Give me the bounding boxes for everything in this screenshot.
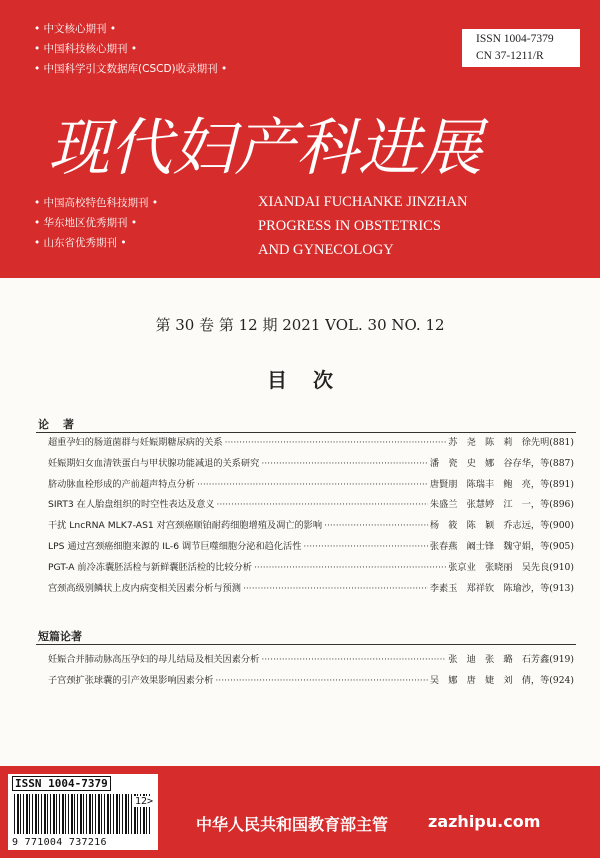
article-authors: 苏 尧 陈 莉 徐先明(881)	[448, 437, 574, 448]
toc-heading: 目次	[267, 368, 359, 392]
leader-dots	[254, 558, 446, 579]
toc-entry[interactable]	[48, 516, 574, 537]
barcode-bars	[14, 794, 152, 834]
article-authors: 张京业 张晓丽 吴先良(910)	[448, 561, 574, 573]
article-title: 脐动脉血栓形成的产前超声特点分析	[48, 478, 195, 490]
toc-list-short-articles	[48, 650, 574, 692]
article-title: 干扰 LncRNA MLK7-AS1 对宫颈癌顺铂耐药细胞增殖及凋亡的影响	[48, 520, 323, 532]
article-title: 妊娠期妇女血清铁蛋白与甲状腺功能减退的关系研究	[48, 457, 260, 469]
toc-entry[interactable]	[48, 475, 574, 496]
section-heading-short-articles: 短篇论著	[38, 630, 82, 643]
article-authors: 潘 瓷 史 娜 谷存华，等(887)	[429, 457, 574, 469]
toc-entry[interactable]	[48, 454, 574, 475]
cn-number: CN 37-1211/R	[476, 50, 544, 62]
article-authors: 唐賢朋 陈瑞丰 鲍 亮，等(891)	[429, 478, 574, 490]
leader-dots	[261, 650, 446, 671]
leader-dots	[225, 433, 447, 454]
watermark-text: zazhipu.com	[428, 812, 541, 831]
contents-panel	[0, 278, 600, 766]
article-title: 宫颈高级别鳞状上皮内病变相关因素分析与预测	[48, 582, 241, 594]
article-title: PGT-A 前冷冻囊胚活检与新鲜囊胚活检的比较分析	[48, 561, 252, 573]
leader-dots	[197, 475, 428, 496]
article-title: SIRT3 在人胎盘组织的时空性表达及意义	[48, 499, 215, 511]
badge-list-middle	[34, 193, 158, 253]
barcode-addon: 12>	[134, 796, 153, 807]
toc-entry[interactable]	[48, 579, 574, 600]
section-heading-articles: 论著	[38, 418, 88, 431]
article-authors: 吴 娜 唐 婕 刘 倩，等(924)	[429, 674, 574, 686]
toc-entry[interactable]	[48, 671, 574, 692]
article-title: 超重孕妇的肠道菌群与妊娠期糖尿病的关系	[48, 437, 223, 448]
issn-number: ISSN 1004-7379	[476, 33, 554, 45]
article-authors: 朱盛兰 张慧婷 江 一，等(896)	[429, 499, 574, 511]
leader-dots	[303, 537, 427, 558]
journal-title-chinese: 现代妇产科进展	[48, 111, 483, 184]
journal-title-english: XIANDAI FUCHANKE JINZHAN PROGRESS IN OBSTETRICS AND GYNECOLOGY	[258, 194, 468, 258]
leader-dots	[261, 454, 428, 475]
leader-dots	[243, 579, 428, 600]
toc-entry[interactable]	[48, 558, 574, 579]
issue-line: 第 30 卷 第 12 期 2021 VOL. 30 NO. 12	[155, 316, 445, 334]
article-title: 子宫颈扩张球囊的引产效果影响因素分析	[48, 674, 214, 686]
sponsor-text: 中华人民共和国教育部主管	[196, 815, 389, 834]
toc-entry[interactable]	[48, 495, 574, 516]
leader-dots	[216, 495, 427, 516]
badge-item: • 中国科技核心期刊 •	[34, 39, 227, 59]
badge-list-top	[34, 19, 227, 79]
toc-entry[interactable]	[48, 433, 574, 454]
barcode	[8, 774, 158, 850]
badge-item: • 华东地区优秀期刊 •	[34, 213, 158, 233]
toc-entry[interactable]	[48, 650, 574, 671]
article-authors: 张春燕 阚士锋 魏守娟，等(905)	[429, 540, 574, 552]
cover-header	[0, 0, 600, 278]
section-divider	[36, 644, 576, 645]
article-title: LPS 通过宫颈癌细胞来源的 IL-6 调节巨噬细胞分泌和趋化活性	[48, 540, 302, 552]
barcode-issn: ISSN 1004-7379	[12, 776, 111, 791]
issn-box	[462, 29, 580, 67]
article-authors: 李素玉 郑祥钦 陈瑜沙，等(913)	[429, 582, 574, 594]
article-title: 妊娠合并肺动脉高压孕妇的母儿结局及相关因素分析	[48, 654, 260, 665]
badge-item: • 中文核心期刊 •	[34, 19, 227, 39]
article-authors: 张 迪 张 璐 石芳鑫(919)	[448, 654, 574, 665]
toc-entry[interactable]	[48, 537, 574, 558]
toc-list-articles	[48, 433, 574, 599]
badge-item: • 中国科学引文数据库(CSCD)收录期刊 •	[34, 59, 227, 79]
leader-dots	[215, 671, 427, 692]
leader-dots	[324, 516, 428, 537]
badge-item: • 中国高校特色科技期刊 •	[34, 193, 158, 213]
badge-item: • 山东省优秀期刊 •	[34, 233, 158, 253]
article-authors: 杨 筱 陈 颖 乔志远，等(900)	[429, 520, 574, 532]
cover-footer	[0, 766, 600, 858]
barcode-digits: 9 771004 737216	[12, 837, 107, 848]
